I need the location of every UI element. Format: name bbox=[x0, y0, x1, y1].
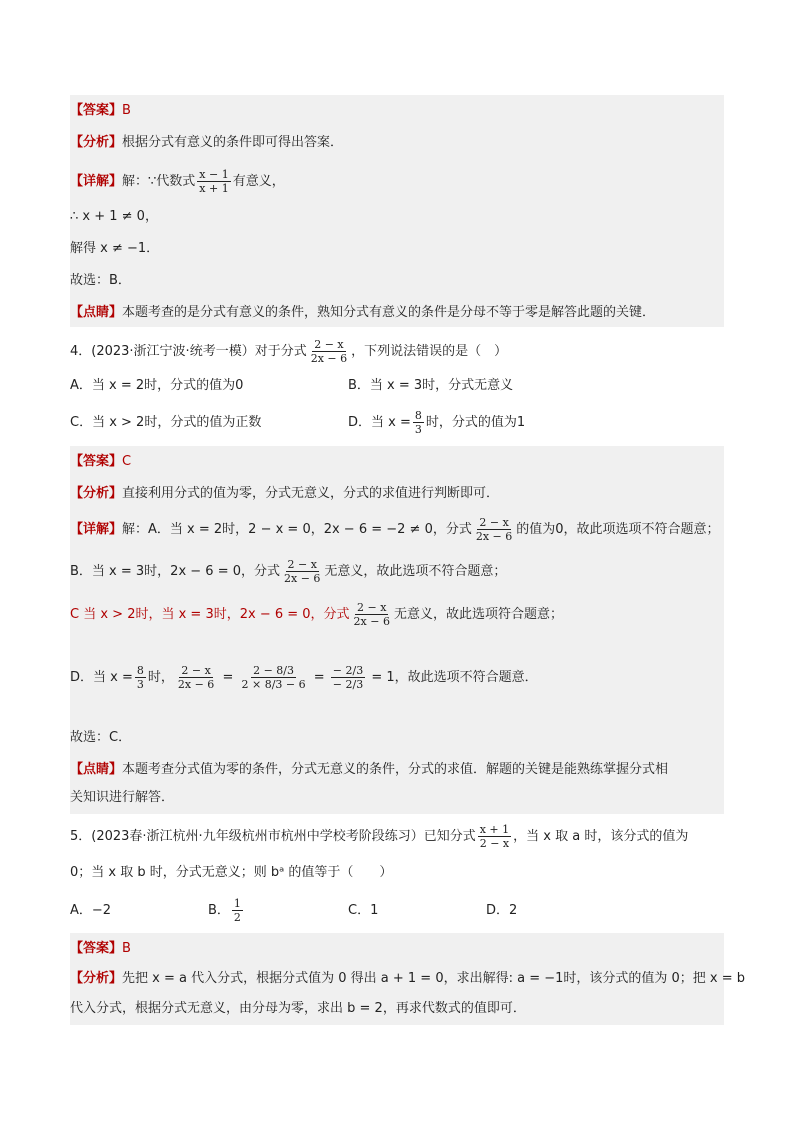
q3-choice: 故选：B． bbox=[70, 273, 131, 288]
analysis-tag: 【分析】 bbox=[70, 486, 123, 501]
q3-step2: 解得 x ≠ −1． bbox=[70, 241, 160, 256]
q5-option-b-fraction bbox=[232, 898, 243, 923]
q5-answer-value: B bbox=[122, 941, 131, 956]
q4-detail-b-fraction bbox=[282, 559, 322, 584]
q3-fraction bbox=[197, 169, 230, 194]
q4-detail-c-numerator: 2 − x bbox=[357, 601, 387, 614]
q4-detail-a-fraction bbox=[474, 517, 514, 542]
q4-detail-a-numerator: 2 − x bbox=[479, 516, 509, 529]
q5-option-b-denominator: 2 bbox=[233, 911, 241, 924]
comment-tag: 【点睛】 bbox=[70, 305, 123, 320]
q3-fraction-denominator: x + 1 bbox=[199, 182, 229, 195]
q4-stem-fraction-numerator: 2 − x bbox=[314, 338, 344, 351]
q4-solution-block bbox=[70, 446, 724, 814]
q3-analysis-text: 根据分式有意义的条件即可得出答案． bbox=[122, 135, 344, 150]
q4-option-d-numerator: 8 bbox=[414, 409, 422, 422]
q4-option-b: B．当 x = 3时，分式无意义 bbox=[348, 378, 514, 393]
q4-analysis-text: 直接利用分式的值为零，分式无意义，分式的求值进行判断即可． bbox=[122, 486, 500, 501]
q4-detail-d-complex1-denominator: 2 × 8/3 − 6 bbox=[241, 678, 306, 691]
q3-solution-block bbox=[70, 95, 724, 327]
q4-option-d bbox=[348, 407, 525, 439]
q3-detail-line bbox=[70, 167, 724, 197]
q4-comment-line-2: 关知识进行解答． bbox=[70, 790, 175, 805]
q5-option-d: D．2 bbox=[486, 903, 518, 918]
answer-tag: 【答案】 bbox=[70, 454, 123, 469]
q4-detail-d-complex2-denominator: − 2/3 bbox=[332, 678, 364, 691]
q4-option-c: C．当 x > 2时，分式的值为正数 bbox=[70, 415, 262, 430]
q3-answer-value: B bbox=[122, 103, 131, 118]
q4-detail-c-fraction bbox=[352, 602, 392, 627]
q5-option-b-numerator: 1 bbox=[233, 897, 241, 910]
q4-detail-b-post: 无意义，故此选项不符合题意； bbox=[324, 564, 507, 579]
q5-stem-fraction-denominator: 2 − x bbox=[479, 837, 510, 850]
q5-option-b bbox=[208, 896, 245, 926]
q4-option-d-denominator: 3 bbox=[414, 423, 422, 436]
q4-option-d-fraction bbox=[413, 410, 424, 435]
q4-detail-d-fraction bbox=[176, 665, 216, 690]
q4-detail-d-complex2-numerator: − 2/3 bbox=[332, 664, 364, 677]
q4-detail-c-denominator: 2x − 6 bbox=[353, 615, 390, 628]
q4-detail-b-numerator: 2 − x bbox=[287, 558, 317, 571]
q4-detail-d-numerator: 2 − x bbox=[181, 664, 211, 677]
q4-detail-c-post: 无意义，故此选项符合题意； bbox=[393, 607, 563, 622]
q5-stem-post: ，当 x 取 a 时，该分式的值为 bbox=[513, 829, 689, 844]
q5-stem-fraction bbox=[478, 824, 511, 849]
q4-choice: 故选：C． bbox=[70, 730, 132, 745]
answer-tag: 【答案】 bbox=[70, 103, 123, 118]
detail-tag: 【详解】 bbox=[70, 522, 123, 537]
analysis-tag: 【分析】 bbox=[70, 135, 123, 150]
comment-tag: 【点睛】 bbox=[70, 762, 123, 777]
q5-option-c: C．1 bbox=[348, 903, 379, 918]
q4-detail-c-pre: C 当 x > 2时，当 x = 3时，2x − 6 = 0，分式 bbox=[70, 607, 350, 622]
q4-detail-c bbox=[70, 599, 724, 631]
q4-detail-d-denominator: 2x − 6 bbox=[177, 678, 215, 691]
q3-fraction-numerator: x − 1 bbox=[199, 168, 229, 181]
q3-comment-text: 本题考查的是分式有意义的条件，熟知分式有意义的条件是分母不等于零是解答此题的关键． bbox=[122, 305, 656, 320]
q4-detail-d-x-denominator: 3 bbox=[136, 678, 144, 691]
q5-stem-line-1 bbox=[70, 822, 730, 852]
q4-stem bbox=[70, 337, 730, 367]
q5-option-a: A．−2 bbox=[70, 903, 112, 918]
q4-detail-d-complex1-numerator: 2 − 8/3 bbox=[253, 664, 294, 677]
q5-analysis-line-1 bbox=[70, 967, 746, 991]
q4-option-a: A．当 x = 2时，分式的值为0 bbox=[70, 378, 244, 393]
q5-solution-block bbox=[70, 933, 746, 1025]
q3-detail-pre: 解：∵代数式 bbox=[122, 174, 196, 189]
q4-detail-d-complex2 bbox=[331, 665, 365, 690]
q5-option-b-pre: B． bbox=[208, 903, 230, 918]
q3-comment-line bbox=[70, 301, 724, 325]
q4-detail-a-denominator: 2x − 6 bbox=[475, 530, 513, 543]
q4-detail-a bbox=[70, 514, 724, 546]
q4-option-d-post: 时，分式的值为1 bbox=[425, 415, 526, 430]
q5-stem-pre: 5．(2023春·浙江杭州·九年级杭州市杭州中学校考阶段练习）已知分式 bbox=[70, 829, 476, 844]
q5-answer-line bbox=[70, 937, 724, 961]
q5-analysis-text-1: 先把 x = a 代入分式，根据分式值为 0 得出 a + 1 = 0，求出解得: a = −1时，该分式的值为 0；把 x = b bbox=[122, 971, 746, 986]
q4-stem-fraction bbox=[309, 339, 349, 364]
q4-detail-b bbox=[70, 556, 724, 588]
q4-detail-d-pre: D．当 x = bbox=[70, 670, 133, 685]
q4-stem-post: ，下列说法错误的是（ ） bbox=[351, 344, 508, 359]
q4-detail-d-x-numerator: 8 bbox=[136, 664, 144, 677]
q4-detail-d-x-fraction bbox=[135, 665, 146, 690]
q4-analysis-line bbox=[70, 482, 724, 506]
q4-stem-pre: 4．(2023·浙江宁波·统考一模）对于分式 bbox=[70, 344, 307, 359]
q4-detail-b-pre: B．当 x = 3时，2x − 6 = 0，分式 bbox=[70, 564, 280, 579]
q4-detail-b-denominator: 2x − 6 bbox=[284, 572, 321, 585]
q4-detail-d-mid: 时， bbox=[147, 670, 174, 685]
q3-analysis-line bbox=[70, 131, 724, 155]
q3-step1: ∴ x + 1 ≠ 0， bbox=[70, 209, 158, 224]
q4-comment-text-1: 本题考查分式值为零的条件，分式无意义的条件，分式的求值．解题的关键是能熟练掌握分式相 bbox=[122, 762, 669, 777]
q4-detail-a-pre: 解：A．当 x = 2时，2 − x = 0，2x − 6 = −2 ≠ 0，分式 bbox=[122, 522, 472, 537]
q4-detail-a-post: 的值为0，故此项选项不符合题意； bbox=[516, 522, 720, 537]
q4-comment-line-1 bbox=[70, 758, 724, 782]
q3-answer-line bbox=[70, 99, 724, 123]
q4-detail-d-post: = 1，故此选项不符合题意． bbox=[371, 670, 538, 685]
detail-tag: 【详解】 bbox=[70, 174, 123, 189]
q5-stem-fraction-numerator: x + 1 bbox=[479, 823, 510, 836]
q4-option-d-pre: D．当 x = bbox=[348, 415, 411, 430]
answer-tag: 【答案】 bbox=[70, 941, 123, 956]
q5-stem-line-2: 0；当 x 取 b 时，分式无意义；则 bᵃ 的值等于（ ） bbox=[70, 865, 393, 880]
q3-detail-post: 有意义， bbox=[232, 174, 285, 189]
q4-answer-line bbox=[70, 450, 724, 474]
q4-stem-fraction-denominator: 2x − 6 bbox=[310, 352, 348, 365]
analysis-tag: 【分析】 bbox=[70, 971, 123, 986]
q4-detail-d: D．当 x = $\frac{8}{3}$ 时， $\frac{2 - x}{2x - 6}$ = $\frac{2 - 8/3}{2 \times 8/3 - 6}$ = $\frac{- 2/3}{- 2/3}$ = 1，故此选项不符合题意． bbox=[70, 664, 538, 691]
q4-answer-value: C bbox=[122, 454, 132, 469]
q5-analysis-line-2: 代入分式，根据分式无意义，由分母为零，求出 b = 2，再求代数式的值即可． bbox=[70, 1001, 526, 1016]
q4-detail-d-complex1 bbox=[239, 665, 307, 690]
